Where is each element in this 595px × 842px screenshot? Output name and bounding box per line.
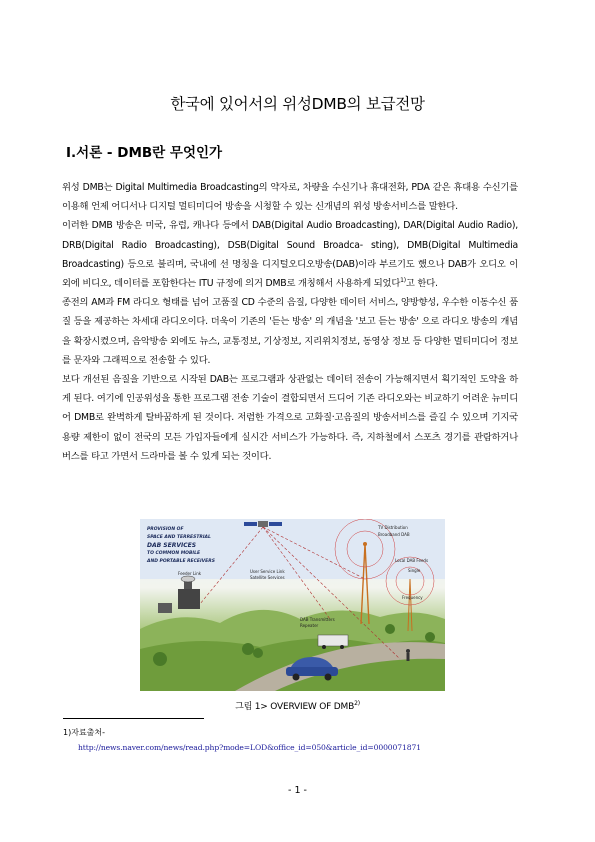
paragraph-2 — [62, 216, 518, 293]
cover-line: SPACE AND TERRESTRIAL — [147, 535, 211, 540]
footnote-ref-2[interactable]: 2) — [354, 700, 360, 707]
figure-caption — [0, 699, 595, 712]
footnote-divider — [63, 718, 204, 719]
cover-line: TO COMMON MOBILE — [147, 551, 201, 556]
paragraph-1: 위성 DMB는 Digital Multimedia Broadcasting의 약자로, 차량을 수신기나 휴대전화, PDA 같은 휴대용 수신기를 이용해 언제 어디서나 디지털 멀티미디어 방송을 시청할 수 있는 신개념의 위성 방송서비스를 말한다. — [62, 182, 518, 213]
figure-label-feeder: Feeder Link — [178, 571, 202, 576]
cover-line: AND PORTABLE RECEIVERS — [147, 559, 215, 564]
figure-label-single: Single — [408, 568, 421, 573]
figure-label-dab-transmitters: DAB Transmitters — [300, 617, 335, 622]
figure-label-repeater: Repeater — [300, 623, 319, 628]
paragraph-3: 종전의 AM과 FM 라디오 형태를 넘어 고품질 CD 수준의 음질, 다양한 데이터 서비스, 양방향성, 우수한 이동수신 품질 등을 제공하는 차세대 라디오이다. 더욱이 기존의 '듣는 방송' 의 개념을 '보고 듣는 방송' 으로 라디오 방송의 개념을 확장시켰으며, 음악방송 외에도 뉴스, 교통정보, 기상정보, 지리위치정보, 동영상 정보 등 다양한 멀티미디어 정보를 문자와 그래픽으로 전송할 수 있다. — [62, 297, 518, 366]
figure-label-local: Local DAB Feeds — [395, 558, 429, 563]
document-title: 한국에 있어서의 위성DMB의 보급전망 — [170, 95, 425, 113]
figure-label-frequency: Frequency — [402, 595, 423, 600]
cover-line: DAB SERVICES — [147, 542, 197, 549]
paragraph-2-end: 고 한다. — [405, 278, 438, 290]
body-text — [62, 178, 518, 466]
section-heading: Ⅰ.서론 - DMB란 무엇인가 — [66, 145, 223, 161]
ground-station-icon — [158, 576, 200, 613]
person-icon — [406, 649, 410, 661]
figure-label-user-link: User Service Link — [250, 569, 285, 574]
footnote-label: 1)자료출처- — [63, 728, 106, 737]
figure-label-satellite-services: Satellite Services — [250, 575, 285, 580]
paragraph-2-text: 이러한 DMB 방송은 미국, 유럽, 캐나다 등에서 DAB(Digital Audio Broadcasting), DAR(Digital Audio Radio), DRB(Digital Radio Broadcasting), DSB(Digital Sound Broadca- sting), DMB(Digital Multimedia Broadcasting) 등으로 불리며, 국내에 선 명칭을 디지털오디오방송(DAB)이라 부르기도 했으나 DAB가 오디오 이외에 비디오, 데이터를 포함한다는 ITU 규정에 의거 DMB로 개칭해서 사용하게 되었다 — [62, 220, 518, 290]
page-number: - 1 - — [288, 785, 307, 796]
footnote-link[interactable]: http://news.naver.com/news/read.php?mode=LOD&office_id=050&article_id=0000071871 — [78, 743, 421, 752]
paragraph-4: 보다 개선된 음질을 기반으로 시작된 DAB는 프로그램과 상관없는 데이터 전송이 가능해지면서 획기적인 도약을 하게 된다. 여기에 인공위성을 통한 프로그램 전송 기술이 결합되면서 드디어 기존 라디오와는 비교하기 어려운 뉴미디어 DMB로 완벽하게 탈바꿈하게 된 것이다. 저렴한 가격으로 고화질·고음질의 방송서비스를 즐길 수 있으며 기지국 용량 제한이 없이 전국의 모든 가입자들에게 실시간 서비스가 가능하다. 즉, 지하철에서 스포츠 경기를 관람하거나 버스를 타고 가면서 드라마를 볼 수 있게 되는 것이다. — [62, 374, 518, 462]
caption-text: 그림 1> OVERVIEW OF DMB — [235, 702, 355, 712]
cover-line: PROVISION OF — [147, 527, 184, 532]
dmb-overview-figure — [140, 519, 445, 691]
figure-label-broadband: Broadband DAB — [378, 532, 410, 537]
figure-cover-text — [147, 526, 227, 566]
footnote-ref-1[interactable]: 1) — [400, 276, 406, 284]
figure-label-tv: TV Distribution — [378, 525, 408, 530]
